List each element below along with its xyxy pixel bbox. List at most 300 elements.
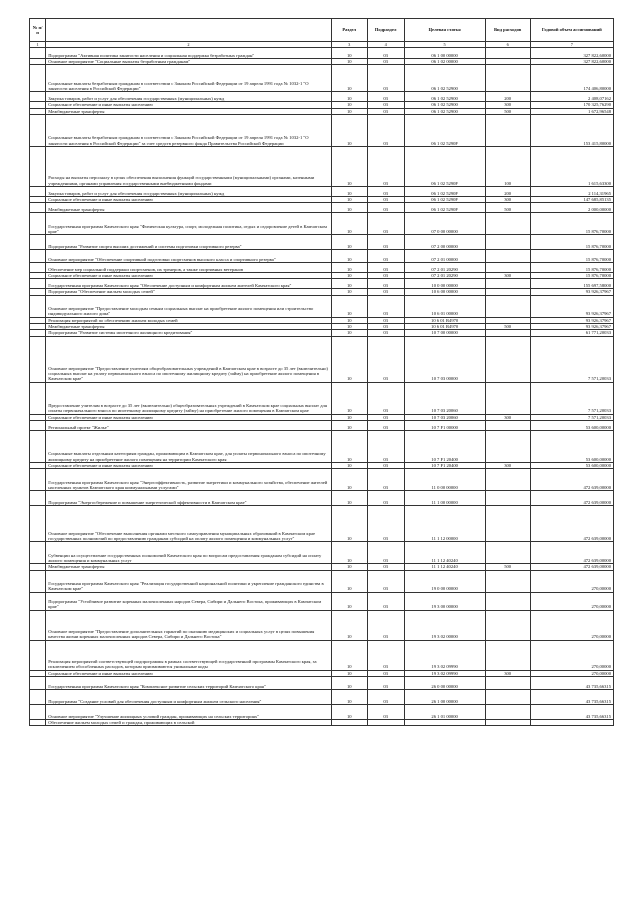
- row-section-cell: 10: [331, 59, 367, 65]
- row-target-cell: 06 1 02 52900: [404, 102, 485, 108]
- row-subsection-cell: 03: [367, 506, 404, 542]
- row-name-cell: Социальное обеспечение и иные выплаты населению: [46, 670, 332, 676]
- row-amount-cell: 327 822,60000: [530, 59, 613, 65]
- row-subsection-cell: 03: [367, 330, 404, 336]
- row-target-cell: 10 7 F1 20400: [404, 462, 485, 468]
- table-row: [30, 114, 614, 146]
- row-subsection-cell: 03: [367, 420, 404, 430]
- row-target-cell: 10 0 00 00000: [404, 279, 485, 289]
- table-row: [30, 676, 614, 689]
- row-target-cell: 07 2 01 20290: [404, 273, 485, 279]
- row-name-cell: Социальные выплаты безработным гражданам в соответствии с Законом Российской Федерации от 19 апреля 1991 года № 1032-1 "О занятости населения в Российской Федерации": [46, 65, 332, 92]
- row-expense-type-cell: 500: [485, 203, 530, 213]
- row-number-cell: [30, 65, 46, 92]
- row-section-cell: 10: [331, 610, 367, 640]
- row-section-cell: 10: [331, 250, 367, 263]
- row-number-cell: [30, 592, 46, 610]
- row-section-cell: 10: [331, 430, 367, 462]
- row-subsection-cell: 03: [367, 263, 404, 273]
- table-row: [30, 542, 614, 564]
- budget-table-sheet: [29, 18, 614, 726]
- table-body: [30, 48, 614, 726]
- row-name-cell: Подпрограмма "Создание условий для обеспечения доступным и комфортным жильем сельского населения": [46, 689, 332, 704]
- row-name-cell: Обеспечение мер социальной поддержки спортсменов, их тренеров, а также спортивных ветеранов: [46, 263, 332, 273]
- row-subsection-cell: 03: [367, 235, 404, 250]
- row-target-cell: 07 2 01 00000: [404, 250, 485, 263]
- row-section-cell: 10: [331, 203, 367, 213]
- row-number-cell: [30, 382, 46, 414]
- row-target-cell: 26 1 01 00000: [404, 704, 485, 719]
- table-row: [30, 689, 614, 704]
- row-target-cell: 10 6 00 00000: [404, 289, 485, 295]
- row-subsection-cell: 03: [367, 676, 404, 689]
- row-amount-cell: 147 685,85135: [530, 196, 613, 202]
- row-name-cell: Подпрограмма "Развитие системы ипотечного жилищного кредитования": [46, 330, 332, 336]
- row-target-cell: 11 1 12 00000: [404, 506, 485, 542]
- row-section-cell: 10: [331, 330, 367, 336]
- table-header-row: [30, 19, 614, 42]
- row-section-cell: 10: [331, 469, 367, 491]
- row-amount-cell: 43 735,66315: [530, 676, 613, 689]
- row-number-cell: [30, 250, 46, 263]
- row-subsection-cell: 03: [367, 213, 404, 235]
- row-name-cell: Субвенции на осуществление государственных полномочий Камчатского края по вопросам предоставления гражданам субсидий на оплату жилого помещения и коммунальных услуг: [46, 542, 332, 564]
- row-name-cell: Основное мероприятие "Предоставление дополнительных гарантий по оказанию медицинских и социальных услуг в целях повышения качества жизни коренных малочисленных народов Севера, Сибири и Дальнего Востока": [46, 610, 332, 640]
- row-subsection-cell: 03: [367, 289, 404, 295]
- row-section-cell: 10: [331, 108, 367, 114]
- row-section-cell: 10: [331, 564, 367, 570]
- row-subsection-cell: 03: [367, 279, 404, 289]
- row-section-cell: 10: [331, 640, 367, 670]
- row-amount-cell: 472 639,00000: [530, 469, 613, 491]
- row-target-cell: 06 1 02 52900: [404, 65, 485, 92]
- row-name-cell: Расходы на выплаты персоналу в целях обеспечения выполнения функций государственными (муниципальными) органами, казенными учреждениями, органами управления государственными внебюджетными фондами: [46, 146, 332, 186]
- row-amount-cell: 170 325,76290: [530, 102, 613, 108]
- row-subsection-cell: 03: [367, 92, 404, 102]
- row-subsection-cell: 03: [367, 414, 404, 420]
- table-row: [30, 719, 614, 725]
- row-subsection-cell: 03: [367, 336, 404, 382]
- row-amount-cell: [530, 719, 613, 725]
- row-number-cell: [30, 491, 46, 506]
- row-expense-type-cell: [485, 65, 530, 92]
- row-amount-cell: 7 571,20033: [530, 336, 613, 382]
- row-target-cell: 10 7 F1 00000: [404, 420, 485, 430]
- row-subsection-cell: 03: [367, 610, 404, 640]
- row-target-cell: 19 3 00 00000: [404, 592, 485, 610]
- row-name-cell: Социальное обеспечение и иные выплаты населению: [46, 273, 332, 279]
- table-row: [30, 491, 614, 506]
- row-amount-cell: 53 600,00000: [530, 462, 613, 468]
- row-amount-cell: 472 639,00000: [530, 542, 613, 564]
- table-row: [30, 146, 614, 186]
- row-target-cell: 07 2 01 20290: [404, 263, 485, 273]
- row-number-cell: [30, 542, 46, 564]
- row-section-cell: 10: [331, 186, 367, 196]
- row-name-cell: Государственная программа Камчатского края "Физическая культура, спорт, молодежная политика, отдых и оздоровление детей в Камчатском крае": [46, 213, 332, 235]
- row-section-cell: 10: [331, 336, 367, 382]
- row-section-cell: 10: [331, 196, 367, 202]
- table-row: [30, 430, 614, 462]
- row-section-cell: 10: [331, 506, 367, 542]
- row-target-cell: 10 6 01 R4970: [404, 324, 485, 330]
- row-subsection-cell: 03: [367, 295, 404, 317]
- row-subsection-cell: 03: [367, 430, 404, 462]
- table-row: [30, 570, 614, 592]
- row-section-cell: 10: [331, 273, 367, 279]
- row-subsection-cell: 03: [367, 317, 404, 323]
- table-row: [30, 92, 614, 102]
- row-expense-type-cell: [485, 542, 530, 564]
- header-subsection: Подраздел: [367, 19, 404, 42]
- row-amount-cell: 43 735,66315: [530, 689, 613, 704]
- row-section-cell: 10: [331, 263, 367, 273]
- row-amount-cell: 472 639,00000: [530, 564, 613, 570]
- row-section-cell: 10: [331, 414, 367, 420]
- row-target-cell: 10 7 03 20060: [404, 414, 485, 420]
- row-expense-type-cell: 500: [485, 564, 530, 570]
- row-expense-type-cell: [485, 689, 530, 704]
- header-name: [46, 19, 332, 42]
- row-section-cell: 10: [331, 491, 367, 506]
- column-number: 5: [404, 42, 485, 48]
- row-number-cell: [30, 203, 46, 213]
- row-amount-cell: 53 600,00000: [530, 430, 613, 462]
- row-target-cell: 06 1 00 00000: [404, 48, 485, 59]
- row-subsection-cell: 03: [367, 704, 404, 719]
- row-number-cell: [30, 48, 46, 59]
- column-number: 1: [30, 42, 46, 48]
- row-amount-cell: 155 697,58000: [530, 279, 613, 289]
- row-amount-cell: 93 926,37967: [530, 289, 613, 295]
- header-section: Раздел: [331, 19, 367, 42]
- row-target-cell: 10 7 03 00000: [404, 336, 485, 382]
- table-row: [30, 610, 614, 640]
- row-subsection-cell: 03: [367, 324, 404, 330]
- header-amount: Годовой объем ассигнований: [530, 19, 613, 42]
- row-name-cell: Предоставление учителям в возрасте до 35 лет (включительно) общеобразовательных учреждений в Камчатском крае социальных выплат для оплаты первоначального взноса по ипотечному жилищному кредиту (займу) на приобретение жилого помещения в Камчатском крае: [46, 382, 332, 414]
- row-subsection-cell: 03: [367, 542, 404, 564]
- row-expense-type-cell: [485, 491, 530, 506]
- row-name-cell: Социальное обеспечение и иные выплаты населению: [46, 102, 332, 108]
- budget-table: [29, 18, 614, 726]
- row-number-cell: [30, 263, 46, 273]
- table-row: [30, 213, 614, 235]
- column-number: 3: [331, 42, 367, 48]
- row-amount-cell: 270,00000: [530, 592, 613, 610]
- row-expense-type-cell: 300: [485, 273, 530, 279]
- row-number-cell: [30, 92, 46, 102]
- row-amount-cell: 270,00000: [530, 570, 613, 592]
- row-expense-type-cell: 500: [485, 324, 530, 330]
- row-amount-cell: 53 600,00000: [530, 420, 613, 430]
- row-target-cell: 11 1 12 40240: [404, 542, 485, 564]
- row-amount-cell: 61 771,20033: [530, 330, 613, 336]
- row-expense-type-cell: 500: [485, 108, 530, 114]
- table-row: [30, 203, 614, 213]
- table-row: [30, 506, 614, 542]
- row-number-cell: [30, 430, 46, 462]
- table-row: [30, 235, 614, 250]
- row-name-cell: Подпрограмма "Активная политика занятости населения и социальная поддержка безработных граждан": [46, 48, 332, 59]
- row-number-cell: [30, 295, 46, 317]
- row-target-cell: 06 1 02 52900: [404, 108, 485, 114]
- header-num: № п/п: [30, 19, 46, 42]
- row-target-cell: 10 6 01 R4970: [404, 317, 485, 323]
- row-number-cell: [30, 640, 46, 670]
- table-row: [30, 279, 614, 289]
- column-number: 2: [46, 42, 332, 48]
- row-amount-cell: 270,00000: [530, 670, 613, 676]
- row-section-cell: [331, 719, 367, 725]
- table-row: [30, 65, 614, 92]
- row-amount-cell: 7 571,20033: [530, 382, 613, 414]
- row-name-cell: Реализация мероприятий по обеспечению жильем молодых семей: [46, 317, 332, 323]
- row-expense-type-cell: [485, 250, 530, 263]
- row-expense-type-cell: [485, 235, 530, 250]
- row-name-cell: Основное мероприятие "Социальные выплаты безработным гражданам": [46, 59, 332, 65]
- row-amount-cell: 15 876,70000: [530, 250, 613, 263]
- row-name-cell: Основное мероприятие "Обеспечение выполнения органами местного самоуправления муниципальных образований в Камчатском крае государственных полномочий по предоставлению гражданам субсидий на оплату жилого помещения и коммунальных услуг": [46, 506, 332, 542]
- row-expense-type-cell: [485, 382, 530, 414]
- row-amount-cell: 1 672,96548: [530, 108, 613, 114]
- row-number-cell: [30, 279, 46, 289]
- row-expense-type-cell: [485, 469, 530, 491]
- row-subsection-cell: 03: [367, 670, 404, 676]
- row-expense-type-cell: [485, 48, 530, 59]
- row-name-cell: Закупка товаров, работ и услуг для обеспечения государственных (муниципальных) нужд: [46, 186, 332, 196]
- row-section-cell: 10: [331, 542, 367, 564]
- row-expense-type-cell: 300: [485, 462, 530, 468]
- row-target-cell: 06 1 02 00000: [404, 59, 485, 65]
- row-subsection-cell: 03: [367, 250, 404, 263]
- row-expense-type-cell: 300: [485, 196, 530, 202]
- row-name-cell: Социальные выплаты отдельным категориям граждан, проживающим в Камчатском крае, для уплаты первоначального взноса по ипотечному жилищному кредиту на приобретение жилого помещения на территории Камчатского края: [46, 430, 332, 462]
- row-subsection-cell: 03: [367, 196, 404, 202]
- row-amount-cell: 7 571,20033: [530, 414, 613, 420]
- table-row: [30, 469, 614, 491]
- row-expense-type-cell: [485, 263, 530, 273]
- row-number-cell: [30, 336, 46, 382]
- row-expense-type-cell: [485, 430, 530, 462]
- row-target-cell: 06 1 02 5290F: [404, 203, 485, 213]
- row-subsection-cell: 03: [367, 59, 404, 65]
- row-amount-cell: 1 615,63300: [530, 146, 613, 186]
- row-section-cell: 10: [331, 102, 367, 108]
- row-subsection-cell: 03: [367, 186, 404, 196]
- row-expense-type-cell: 300: [485, 102, 530, 108]
- row-subsection-cell: 03: [367, 491, 404, 506]
- row-target-cell: 19 3 02 00000: [404, 610, 485, 640]
- row-subsection-cell: 03: [367, 203, 404, 213]
- row-expense-type-cell: [485, 719, 530, 725]
- row-expense-type-cell: 300: [485, 414, 530, 420]
- row-section-cell: 10: [331, 48, 367, 59]
- row-name-cell: Государственная программа Камчатского края "Реализация государственной национальной политики и укрепление гражданского единства в Камчатском крае": [46, 570, 332, 592]
- row-section-cell: 10: [331, 382, 367, 414]
- row-name-cell: Основное мероприятие "Улучшение жилищных условий граждан, проживающих на сельских территориях": [46, 704, 332, 719]
- row-amount-cell: 93 926,37967: [530, 317, 613, 323]
- row-amount-cell: 15 876,70000: [530, 235, 613, 250]
- row-expense-type-cell: 200: [485, 186, 530, 196]
- row-section-cell: 10: [331, 570, 367, 592]
- row-name-cell: Региональный проект "Жилье": [46, 420, 332, 430]
- row-subsection-cell: 03: [367, 65, 404, 92]
- row-name-cell: Подпрограмма "Энергосбережение и повышение энергетической эффективности в Камчатском крае": [46, 491, 332, 506]
- row-name-cell: Межбюджетные трансферты: [46, 108, 332, 114]
- row-section-cell: 10: [331, 676, 367, 689]
- row-target-cell: [404, 719, 485, 725]
- row-section-cell: 10: [331, 324, 367, 330]
- row-target-cell: 07 0 00 00000: [404, 213, 485, 235]
- row-target-cell: 19 3 02 09990: [404, 640, 485, 670]
- row-subsection-cell: 03: [367, 48, 404, 59]
- row-subsection-cell: [367, 719, 404, 725]
- row-name-cell: Межбюджетные трансферты: [46, 564, 332, 570]
- row-target-cell: 11 1 12 40240: [404, 564, 485, 570]
- table-row: [30, 704, 614, 719]
- row-target-cell: 26 1 00 00000: [404, 689, 485, 704]
- row-name-cell: Социальное обеспечение и иные выплаты населению: [46, 414, 332, 420]
- row-target-cell: 19 0 00 00000: [404, 570, 485, 592]
- row-expense-type-cell: [485, 506, 530, 542]
- row-section-cell: 10: [331, 92, 367, 102]
- row-expense-type-cell: [485, 279, 530, 289]
- row-expense-type-cell: 200: [485, 92, 530, 102]
- column-number: 4: [367, 42, 404, 48]
- row-section-cell: 10: [331, 114, 367, 146]
- row-amount-cell: 270,00000: [530, 640, 613, 670]
- row-name-cell: Подпрограмма "Устойчивое развитие коренных малочисленных народов Севера, Сибири и Дальнего Востока, проживающих в Камчатском крае": [46, 592, 332, 610]
- row-amount-cell: 2 000,00000: [530, 203, 613, 213]
- row-number-cell: [30, 146, 46, 186]
- row-expense-type-cell: [485, 640, 530, 670]
- row-target-cell: 06 1 02 52900: [404, 92, 485, 102]
- row-number-cell: [30, 689, 46, 704]
- row-name-cell: Социальные выплаты безработным гражданам в соответствии с Законом Российской Федерации от 19 апреля 1991 года № 1032-1 "О занятости населения в Российской Федерации" за счет средств резервного фонда Правительства Российской Федерации: [46, 114, 332, 146]
- table-row: [30, 295, 614, 317]
- row-amount-cell: 15 876,70000: [530, 273, 613, 279]
- row-subsection-cell: 03: [367, 640, 404, 670]
- row-number-cell: [30, 213, 46, 235]
- row-name-cell: Государственная программа Камчатского края "Энергоэффективность, развитие энергетики и коммунального хозяйства, обеспечение жителей населенных пунктов Камчатского края коммунальными услугами": [46, 469, 332, 491]
- row-expense-type-cell: [485, 610, 530, 640]
- row-subsection-cell: 03: [367, 382, 404, 414]
- row-number-cell: [30, 186, 46, 196]
- row-name-cell: Социальное обеспечение и иные выплаты населению: [46, 196, 332, 202]
- row-expense-type-cell: [485, 570, 530, 592]
- row-name-cell: Государственная программа Камчатского края "Обеспечение доступным и комфортным жильем жителей Камчатского края": [46, 279, 332, 289]
- row-name-cell: Реализация мероприятий соответствующей подпрограммы в рамках соответствующей государственной программы Камчатского края, за исключением обособленных расходов, которым присваиваются уникальные коды: [46, 640, 332, 670]
- row-amount-cell: 2 408,07162: [530, 92, 613, 102]
- row-amount-cell: 472 639,00000: [530, 491, 613, 506]
- row-number-cell: [30, 570, 46, 592]
- row-number-cell: [30, 469, 46, 491]
- row-target-cell: 10 6 01 00000: [404, 295, 485, 317]
- row-name-cell: Основное мероприятие "Обеспечение спортивной подготовки спортсменов высокого класса и спортивного резерва": [46, 250, 332, 263]
- table-row: [30, 186, 614, 196]
- row-name-cell: Закупка товаров, работ и услуг для обеспечения государственных (муниципальных) нужд: [46, 92, 332, 102]
- row-expense-type-cell: [485, 676, 530, 689]
- row-section-cell: 10: [331, 279, 367, 289]
- header-expense-type: Вид расходов: [485, 19, 530, 42]
- row-section-cell: 10: [331, 295, 367, 317]
- table-row: [30, 48, 614, 59]
- row-subsection-cell: 03: [367, 570, 404, 592]
- row-amount-cell: 270,00000: [530, 610, 613, 640]
- row-subsection-cell: 03: [367, 114, 404, 146]
- row-section-cell: 10: [331, 289, 367, 295]
- row-number-cell: [30, 506, 46, 542]
- table-row: [30, 592, 614, 610]
- table-row: [30, 336, 614, 382]
- row-name-cell: Межбюджетные трансферты: [46, 324, 332, 330]
- table-row: [30, 263, 614, 273]
- row-expense-type-cell: 300: [485, 670, 530, 676]
- row-expense-type-cell: [485, 114, 530, 146]
- row-number-cell: [30, 420, 46, 430]
- table-row: [30, 420, 614, 430]
- row-subsection-cell: 03: [367, 102, 404, 108]
- row-number-cell: [30, 719, 46, 725]
- row-target-cell: 06 1 02 5290F: [404, 196, 485, 202]
- row-name-cell: Социальное обеспечение и иные выплаты населению: [46, 462, 332, 468]
- row-subsection-cell: 03: [367, 273, 404, 279]
- row-name-cell: Обеспечение жильем молодых семей и граждан, проживающих в сельской: [46, 719, 332, 725]
- row-amount-cell: 153 415,80000: [530, 114, 613, 146]
- table-row: [30, 640, 614, 670]
- row-subsection-cell: 03: [367, 689, 404, 704]
- row-name-cell: Межбюджетные трансферты: [46, 203, 332, 213]
- row-amount-cell: 327 822,60000: [530, 48, 613, 59]
- row-number-cell: [30, 610, 46, 640]
- row-target-cell: 06 1 02 5290F: [404, 186, 485, 196]
- row-subsection-cell: 03: [367, 108, 404, 114]
- row-target-cell: 06 1 02 5290F: [404, 146, 485, 186]
- row-section-cell: 10: [331, 689, 367, 704]
- row-expense-type-cell: 100: [485, 146, 530, 186]
- row-target-cell: 26 0 00 00000: [404, 676, 485, 689]
- row-amount-cell: 15 876,70000: [530, 263, 613, 273]
- row-target-cell: 10 7 00 00000: [404, 330, 485, 336]
- column-number: 6: [485, 42, 530, 48]
- row-target-cell: 11 0 00 00000: [404, 469, 485, 491]
- row-expense-type-cell: [485, 592, 530, 610]
- row-number-cell: [30, 704, 46, 719]
- row-amount-cell: 93 926,37967: [530, 324, 613, 330]
- row-amount-cell: 43 735,66315: [530, 704, 613, 719]
- row-number-cell: [30, 676, 46, 689]
- row-amount-cell: 2 114,31965: [530, 186, 613, 196]
- row-section-cell: 10: [331, 213, 367, 235]
- row-section-cell: 10: [331, 317, 367, 323]
- row-target-cell: 10 7 03 20060: [404, 382, 485, 414]
- row-number-cell: [30, 114, 46, 146]
- row-section-cell: 10: [331, 670, 367, 676]
- row-subsection-cell: 03: [367, 564, 404, 570]
- row-subsection-cell: 03: [367, 146, 404, 186]
- column-number: 7: [530, 42, 613, 48]
- table-row: [30, 250, 614, 263]
- row-expense-type-cell: [485, 213, 530, 235]
- row-target-cell: 07 2 00 00000: [404, 235, 485, 250]
- row-section-cell: 10: [331, 146, 367, 186]
- row-name-cell: Государственная программа Камчатского края "Комплексное развитие сельских территорий Камчатского края": [46, 676, 332, 689]
- table-row: [30, 382, 614, 414]
- row-name-cell: Основное мероприятие "Предоставление молодым семьям социальных выплат на приобретение жилого помещения или строительство индивидуального жилого дома": [46, 295, 332, 317]
- row-section-cell: 10: [331, 65, 367, 92]
- row-subsection-cell: 03: [367, 469, 404, 491]
